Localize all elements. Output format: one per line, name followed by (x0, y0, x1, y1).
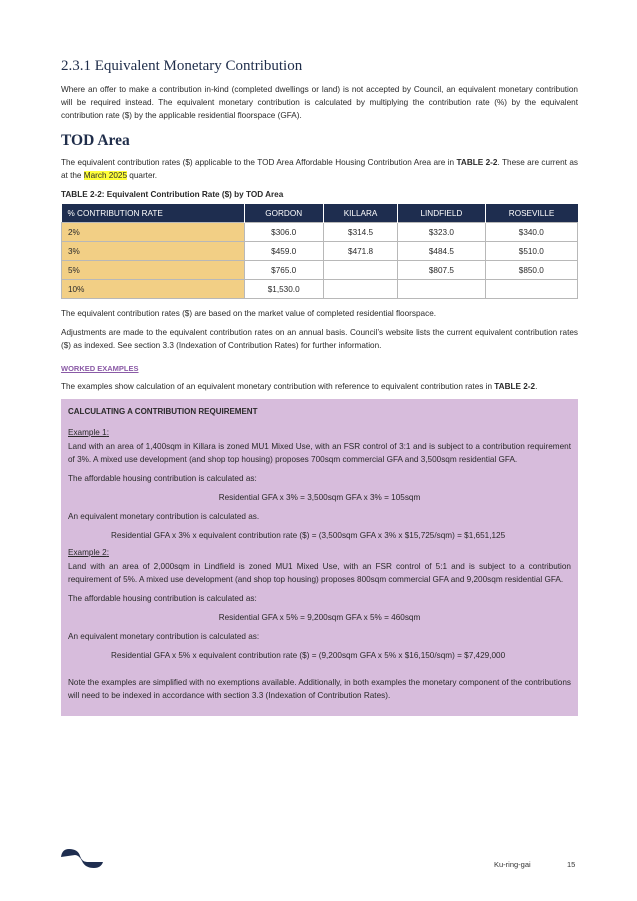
examples-intro: The examples show calculation of an equivalent monetary contribution with reference to equivalent contribution rates in TABLE 2-2. (61, 382, 538, 391)
example-1-em-formula: Residential GFA x 3% x equivalent contribution rate ($) = (3,500sqm GFA x 3% x $15,725/sqm) = $1,651,125 (111, 531, 506, 540)
wave-logo-icon (61, 847, 103, 874)
example-1-ah-label: The affordable housing contribution is calculated as: (68, 474, 257, 483)
table-header-row (62, 204, 578, 223)
table-cell: $459.0 (244, 242, 323, 261)
table-cell: $1,530.0 (244, 280, 323, 299)
example-1-text: Land with an area of 1,400sqm in Killara is zoned MU1 Mixed Use, with an FSR control of 3:1 and is subject to a contribution requirement of 3%. A mixed use development (and shop top housing) proposes 700sqm commercial GFA and 3,500sqm residential GFA. (68, 442, 571, 464)
example-note: Note the examples are simplified with no exemptions available. Additionally, in both examples the monetary component of the contributions will need to be indexed in accordance with section 3.3 (Indexation of Contribution Rates). (68, 678, 571, 700)
table-row (62, 261, 578, 280)
example-1-label: Example 1: (68, 428, 109, 437)
table-row (62, 280, 578, 299)
example-2-ah-label: The affordable housing contribution is calculated as: (68, 594, 257, 603)
intro-paragraph: Where an offer to make a contribution in-kind (completed dwellings or land) is not accepted by Council, an equivalent monetary contribution will be required instead. The equivalent monetary contribution is calculated by multiplying the contribution rate (%) by the equivalent contribution rate ($) by the applicable residential floorspace (GFA). (61, 85, 578, 120)
rate-cell: 10% (62, 280, 245, 299)
table-cell: $765.0 (244, 261, 323, 280)
example-2-em-formula: Residential GFA x 5% x equivalent contribution rate ($) = (9,200sqm GFA x 5% x $16,150/sqm) = $7,429,000 (111, 651, 506, 660)
col-header-rate: % CONTRIBUTION RATE (62, 204, 245, 223)
table-cell: $314.5 (323, 223, 397, 242)
example-2-text: Land with an area of 2,000sqm in Lindfield is zoned MU1 Mixed Use, with an FSR control of 5:1 and is subject to a contribution requirement of 5%. A mixed use development (and shop top housing) proposes 800sqm commercial GFA and 9,200sqm residential GFA. (68, 562, 571, 584)
col-header-killara: KILLARA (323, 204, 397, 223)
page-content (61, 58, 578, 716)
rate-cell: 2% (62, 223, 245, 242)
example-2-ah-formula: Residential GFA x 5% = 9,200sqm GFA x 5% = 460sqm (218, 613, 421, 622)
table-cell (398, 280, 485, 299)
table-cell (485, 280, 577, 299)
example-2-em-label: An equivalent monetary contribution is calculated as: (68, 632, 260, 641)
footer-council-name: Ku-ring-gai (494, 860, 531, 869)
highlighted-quarter: March 2025 (83, 171, 128, 180)
table-reference[interactable]: TABLE 2-2 (456, 158, 498, 167)
col-header-gordon: GORDON (244, 204, 323, 223)
table-cell: $340.0 (485, 223, 577, 242)
table-cell: $807.5 (398, 261, 485, 280)
section-heading: 2.3.1 Equivalent Monetary Contribution (61, 58, 303, 74)
tod-paragraph: The equivalent contribution rates ($) applicable to the TOD Area Affordable Housing Contribution Area are in TABLE 2-2. These are current as at the March 2025 quarter. (61, 158, 578, 180)
contribution-rate-table (61, 204, 578, 299)
rate-cell: 3% (62, 242, 245, 261)
example-1-em-label: An equivalent monetary contribution is calculated as. (68, 512, 260, 521)
table-cell: $850.0 (485, 261, 577, 280)
table-row (62, 223, 578, 242)
example-2-label: Example 2: (68, 548, 109, 557)
example-box (61, 399, 578, 716)
table-cell (323, 261, 397, 280)
rate-cell: 5% (62, 261, 245, 280)
market-value-paragraph: The equivalent contribution rates ($) are based on the market value of completed residential floorspace. (61, 309, 437, 318)
table-cell: $471.8 (323, 242, 397, 261)
tod-heading: TOD Area (61, 132, 130, 149)
table-cell: $484.5 (398, 242, 485, 261)
page-number: 15 (567, 860, 576, 869)
table-reference[interactable]: TABLE 2-2 (494, 382, 536, 391)
table-row (62, 242, 578, 261)
table-caption: TABLE 2-2: Equivalent Contribution Rate ($) by TOD Area (61, 190, 284, 199)
worked-examples-link[interactable]: WORKED EXAMPLES (61, 364, 139, 373)
col-header-lindfield: LINDFIELD (398, 204, 485, 223)
col-header-roseville: ROSEVILLE (485, 204, 577, 223)
table-cell: $323.0 (398, 223, 485, 242)
table-cell (323, 280, 397, 299)
adjustments-paragraph: Adjustments are made to the equivalent contribution rates on an annual basis. Council’s website lists the current equivalent contribution rates ($) as indexed. See section 3.3 (Indexation of Contribution Rates) for further information. (61, 328, 578, 350)
table-cell: $306.0 (244, 223, 323, 242)
table-cell: $510.0 (485, 242, 577, 261)
example-box-heading: CALCULATING A CONTRIBUTION REQUIREMENT (68, 407, 258, 416)
example-1-ah-formula: Residential GFA x 3% = 3,500sqm GFA x 3% = 105sqm (218, 493, 421, 502)
